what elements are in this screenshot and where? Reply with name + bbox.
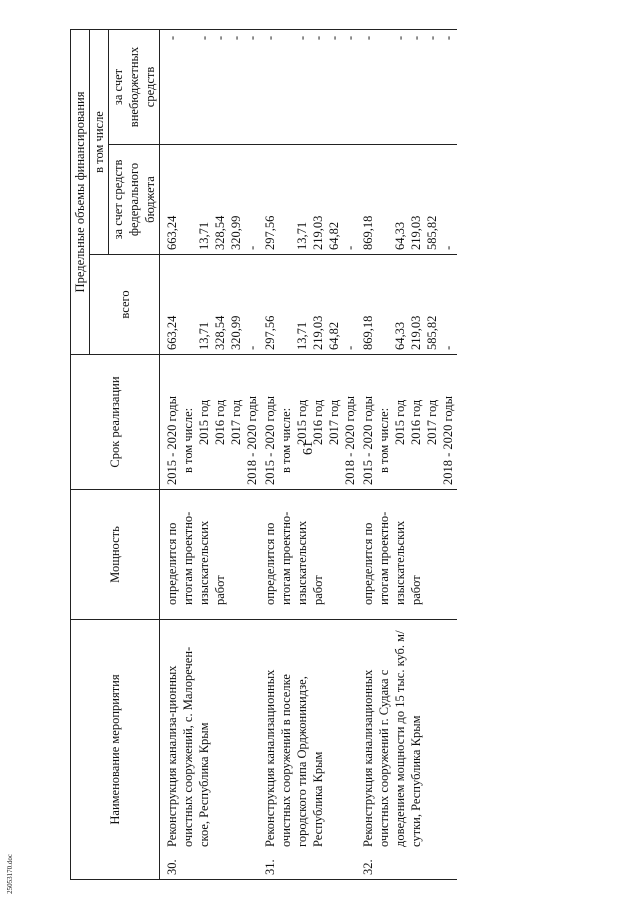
value-line: 328,54 [213,215,227,250]
value-line [278,259,294,350]
value-line: 64,82 [327,321,341,350]
term-line: 2016 год [409,399,423,445]
value-line: 13,71 [295,221,309,250]
term-line: 2017 год [425,399,439,445]
value-line: - [425,35,439,41]
value-line: - [245,35,259,41]
capacity-text: определится по итогам проектно-изыскательских работ [165,511,227,605]
cell-federal [160,145,262,255]
header-total: всего [90,255,160,355]
table-body [160,29,458,879]
header-funding: Предельные объемы финансирования [71,29,90,354]
header-term: Срок реализации [71,355,160,490]
table-row [359,29,457,879]
term-line: 2017 год [327,399,341,445]
header-federal: за счет средств федерального бюджета [109,145,160,255]
name-wrap [262,624,326,875]
value-line: - [393,35,407,41]
value-line: - [311,35,325,41]
value-line [376,149,392,250]
value-line: - [245,345,259,350]
value-line [278,149,294,250]
value-line: - [263,35,277,41]
footer-filename: 25053170.doc [5,854,14,894]
cell-extra [160,29,262,144]
page-number: 61 [301,441,316,455]
value-line: 219,03 [311,315,325,350]
value-line: 13,71 [197,321,211,350]
cell-capacity [160,490,262,620]
table-row [160,29,262,879]
cell-term [359,355,457,490]
value-line: 64,33 [393,221,407,250]
value-line: - [327,35,341,41]
cell-name [359,620,457,880]
cell-name [160,620,262,880]
name-wrap [360,624,424,875]
row-index: 31. [263,859,277,875]
value-line: 13,71 [197,221,211,250]
value-line: 219,03 [409,215,423,250]
row-name: Реконструкция канализа-ционных очистных сооружений, с. Малоречен-ское, Республика Крым [165,646,211,847]
value-line: - [213,35,227,41]
value-line: - [409,35,423,41]
value-line: 663,24 [165,215,179,250]
term-line: 2015 год [295,399,309,445]
capacity-text: определится по итогам проектно-изыскательских работ [263,511,325,605]
header-including: в том числе [90,29,109,254]
term-line: 2015 - 2020 годы [263,395,277,485]
cell-federal [359,145,457,255]
value-line: 64,82 [327,221,341,250]
value-line [180,149,196,250]
cell-total [261,255,359,355]
value-line: - [295,35,309,41]
term-line: в том числе: [279,407,293,473]
row-name: Реконструкция канализационных очистных сооружений г. Судака с доведением мощности до 15 тыс. куб. м/сутки, Республика Крым [361,630,423,847]
value-line: - [441,35,455,41]
header-capacity: Мощность [71,490,160,620]
value-line [376,259,392,350]
term-line: в том числе: [377,407,391,473]
value-line: 13,71 [295,321,309,350]
value-line: - [441,345,455,350]
cell-name [261,620,359,880]
term-line: 2015 год [197,399,211,445]
value-line: 297,56 [263,315,277,350]
cell-federal [261,145,359,255]
value-line: 663,24 [165,315,179,350]
name-wrap [164,624,212,875]
cell-total [160,255,262,355]
term-line: 2017 год [229,399,243,445]
value-line: - [165,35,179,41]
value-line: 328,54 [213,315,227,350]
cell-capacity [359,490,457,620]
cell-term [160,355,262,490]
value-line: 320,99 [229,315,243,350]
value-line: 585,82 [425,215,439,250]
value-line [180,36,196,140]
term-line: 2018 - 2020 годы [343,395,357,485]
cell-term [261,355,359,490]
row-index: 30. [165,859,179,875]
value-line: 869,18 [361,315,375,350]
term-line: 2015 - 2020 годы [361,395,375,485]
cell-capacity [261,490,359,620]
row-index: 32. [361,859,375,875]
table-row [261,29,359,879]
cell-total [359,255,457,355]
header-name: Наименование мероприятия [71,620,160,880]
value-line: - [229,35,243,41]
rotated-table-container [70,30,610,880]
value-line: - [343,345,357,350]
value-line: 297,56 [263,215,277,250]
term-line: 2018 - 2020 годы [441,395,455,485]
term-line: 2018 - 2020 годы [245,395,259,485]
term-line: в том числе: [181,407,195,473]
value-line: - [245,245,259,250]
term-line: 2016 год [311,399,325,445]
value-line [376,36,392,140]
value-line [278,36,294,140]
value-line: - [197,35,211,41]
capacity-text: определится по итогам проектно-изыскательских работ [361,511,423,605]
value-line [180,259,196,350]
term-line: 2016 год [213,399,227,445]
row-name: Реконструкция канализационных очистных сооружений в поселке городского типа Орджоникидзе, Республика Крым [263,669,325,847]
header-extra: за счет внебюджетных средств [109,29,160,144]
value-line: - [343,245,357,250]
term-line: 2015 - 2020 годы [165,395,179,485]
value-line: - [441,245,455,250]
value-line: 585,82 [425,315,439,350]
value-line: - [361,35,375,41]
cell-extra [359,29,457,144]
value-line: 219,03 [409,315,423,350]
term-line: 2015 год [393,399,407,445]
value-line: 64,33 [393,321,407,350]
value-line: - [343,35,357,41]
value-line: 869,18 [361,215,375,250]
cell-extra [261,29,359,144]
value-line: 219,03 [311,215,325,250]
funding-table [70,29,457,880]
value-line: 320,99 [229,215,243,250]
